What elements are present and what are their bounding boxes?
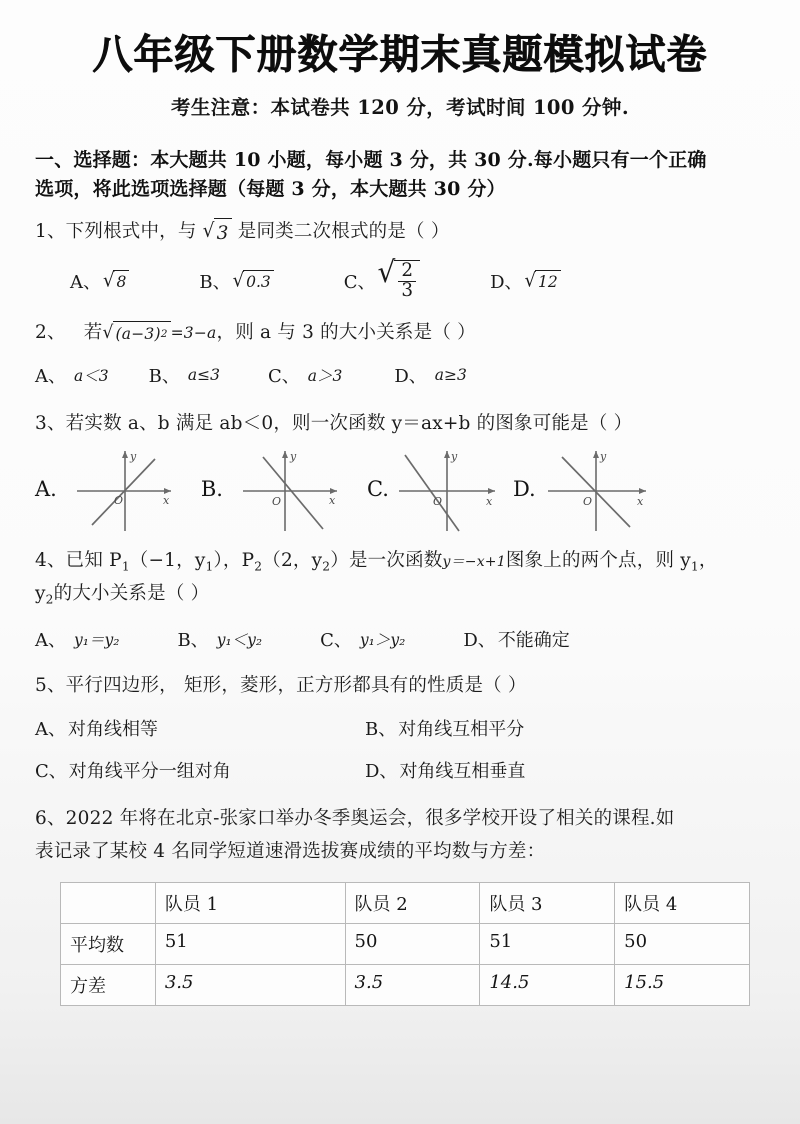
option-3-b[interactable] [201, 443, 355, 535]
option-2-c-label: C、 [267, 365, 300, 387]
mean-player-2: 50 [345, 924, 480, 965]
option-2-b[interactable] [149, 362, 220, 388]
option-5-d[interactable] [365, 757, 525, 783]
option-3-a[interactable] [35, 443, 189, 535]
option-3-a-label: A. [35, 477, 57, 502]
question-5-options-row1 [35, 715, 765, 741]
question-1-stem [35, 218, 765, 248]
option-1-d-radicand: 12 [537, 272, 558, 291]
option-4-c-text: y₁＞y₂ [359, 630, 406, 649]
svg-text:O: O [432, 495, 442, 509]
svg-text:x: x [328, 494, 336, 508]
option-2-d-text: a≥3 [434, 365, 467, 384]
question-4-stem-a: 已知 P [65, 550, 122, 572]
question-4 [35, 545, 765, 611]
option-2-d-label: D、 [394, 365, 427, 387]
question-5 [35, 672, 765, 700]
question-3 [35, 410, 765, 438]
question-4-stem-line2-a: y [35, 583, 46, 605]
mean-player-4: 50 [615, 924, 750, 965]
option-4-c-label: C、 [320, 629, 352, 651]
option-5-d-label: D、 [365, 761, 398, 783]
mean-player-3: 51 [480, 924, 615, 965]
option-3-b-label: B. [200, 477, 223, 502]
option-4-d[interactable] [463, 626, 569, 652]
option-1-c[interactable] [343, 255, 420, 302]
table-header-row [61, 883, 750, 924]
option-1-b-radicand: 0.3 [246, 272, 271, 291]
svg-text:x: x [162, 494, 170, 508]
option-5-c-label: C、 [35, 761, 67, 783]
table-header-player-1: 队员 1 [155, 883, 345, 924]
question-2-options [35, 362, 765, 388]
question-2-stem-pre: 若 [83, 321, 103, 343]
question-2-number: 2、 [35, 321, 66, 343]
question-4-stem-line2-b: 的大小关系是（ ） [53, 583, 210, 605]
option-3-d[interactable] [513, 443, 663, 535]
table-header-player-2: 队员 2 [345, 883, 480, 924]
question-4-stem-g: ， [698, 550, 718, 572]
question-1-options [35, 255, 765, 302]
option-4-d-text: 不能确定 [497, 629, 570, 651]
question-2-radicand-exponent: 2 [160, 327, 168, 340]
option-4-c[interactable] [320, 626, 405, 652]
section-heading-line1: 一、选择题：本大题共 10 小题，每小题 3 分，共 30 分.每小题只有一个正确 [35, 148, 707, 171]
question-2-radical: √ (a−3) 2 [102, 321, 170, 347]
graph-a-positive-slope [59, 443, 189, 535]
question-2-stem-post: ，则 a 与 3 的大小关系是（ ） [216, 321, 476, 343]
option-4-b[interactable] [177, 626, 262, 652]
question-3-graphs [35, 443, 765, 535]
question-5-number: 5、 [35, 674, 66, 696]
option-1-c-numerator: 2 [398, 262, 416, 282]
option-2-d[interactable] [394, 362, 467, 388]
option-2-a-label: A、 [35, 365, 66, 387]
question-4-p1-subscript: 1 [121, 560, 130, 575]
graph-c-negative-slope-negative-intercept [391, 443, 511, 535]
option-3-c[interactable] [367, 443, 511, 535]
option-1-a[interactable] [70, 268, 129, 294]
option-5-a-text: 对角线相等 [68, 719, 158, 741]
question-1-stem-pre: 下列根式中，与 [65, 220, 197, 242]
question-4-y1-subscript: 1 [205, 560, 214, 575]
svg-text:y: y [599, 450, 606, 464]
question-5-options-row2 [35, 757, 765, 783]
table-corner-cell [61, 883, 156, 924]
option-2-a[interactable] [35, 362, 109, 388]
question-1-number: 1、 [35, 220, 66, 242]
table-header-player-3: 队员 3 [480, 883, 615, 924]
question-4-y1b-subscript: 1 [690, 560, 699, 575]
question-4-options [35, 626, 765, 652]
option-1-c-fraction [397, 262, 417, 301]
variance-player-4: 15.5 [615, 965, 750, 1006]
question-4-function: y＝−x+1 [442, 554, 506, 571]
graph-d-negative-slope-through-origin [538, 443, 663, 535]
question-3-stem: 若实数 a、b 满足 ab＜0，则一次函数 y＝ax+b 的图象可能是（ ） [65, 412, 633, 434]
page-title: 八年级下册数学期末真题模拟试卷 [92, 31, 708, 78]
svg-text:O: O [113, 494, 123, 508]
exam-notice: 考生注意：本试卷共 120 分，考试时间 100 分钟. [170, 95, 630, 119]
question-4-stem-b: （−1，y [129, 550, 206, 572]
option-5-d-text: 对角线互相垂直 [399, 761, 526, 783]
option-3-d-label: D. [512, 477, 536, 502]
option-1-a-radicand: 8 [116, 272, 127, 291]
option-5-c[interactable] [35, 757, 365, 783]
question-6-stem-line1: 2022 年将在北京-张家口举办冬季奥运会，很多学校开设了相关的课程.如 [65, 808, 675, 830]
svg-text:O: O [582, 495, 592, 509]
option-4-a-text: y₁＝y₂ [74, 630, 120, 649]
option-5-b[interactable] [365, 715, 524, 741]
option-4-a-label: A、 [35, 629, 66, 651]
svg-text:x: x [485, 495, 493, 509]
svg-text:y: y [129, 450, 137, 464]
variance-player-1: 3.5 [155, 965, 345, 1006]
question-2-radicand: (a−3) [115, 325, 161, 344]
option-1-b[interactable] [199, 268, 273, 294]
option-1-c-radical: √ $\frac{2}{3}$ [378, 260, 421, 301]
question-6-stem-line2: 表记录了某校 4 名同学短道速滑选拔赛成绩的平均数与方差： [35, 840, 546, 862]
question-4-stem-c: ），P [213, 550, 255, 572]
option-4-a[interactable] [35, 626, 119, 652]
svg-text:y: y [289, 450, 297, 464]
option-1-d[interactable] [490, 268, 561, 294]
option-5-a-label: A、 [35, 719, 66, 741]
option-2-b-text: a≤3 [187, 365, 220, 384]
variance-player-2: 3.5 [345, 965, 480, 1006]
question-4-stem-e: ）是一次函数 [330, 550, 443, 572]
mean-player-1: 51 [155, 924, 345, 965]
table-header-player-4: 队员 4 [615, 883, 750, 924]
option-5-b-text: 对角线互相平分 [398, 719, 525, 741]
question-4-y2b-subscript: 2 [45, 593, 54, 608]
option-1-a-radical: √ 8 [103, 270, 129, 291]
option-5-b-label: B、 [365, 719, 397, 741]
question-1 [35, 218, 765, 248]
option-3-c-label: C. [366, 477, 389, 502]
question-6-number: 6、 [35, 808, 66, 830]
option-1-b-label: B、 [199, 271, 231, 293]
option-5-a[interactable] [35, 715, 365, 741]
question-4-stem-d: （2，y [262, 550, 323, 572]
option-1-c-label: C、 [343, 271, 376, 293]
option-1-c-denominator: 3 [401, 280, 414, 302]
option-5-c-text: 对角线平分一组对角 [68, 761, 231, 783]
question-6 [35, 803, 765, 868]
svg-text:x: x [636, 495, 643, 509]
option-2-b-label: B、 [148, 365, 180, 387]
table-row-label-mean: 平均数 [61, 924, 156, 965]
option-2-c-text: a＞3 [307, 366, 343, 385]
question-4-y2-subscript: 2 [322, 560, 331, 575]
option-1-d-radical: √ 12 [525, 270, 561, 291]
question-1-radical: √ 3 [203, 218, 232, 248]
option-1-b-radical: √ 0.3 [233, 270, 274, 291]
section-heading-line2: 选项，将此选项选择题（每题 3 分，本大题共 30 分） [35, 178, 506, 201]
option-1-a-label: A、 [70, 271, 101, 293]
table-row-label-variance: 方差 [61, 965, 156, 1006]
variance-player-3: 14.5 [480, 965, 615, 1006]
option-4-b-text: y₁＜y₂ [216, 630, 263, 649]
svg-text:O: O [271, 495, 281, 509]
question-4-p2-subscript: 2 [254, 560, 263, 575]
question-1-radicand: 3 [216, 222, 229, 244]
option-1-d-label: D、 [490, 271, 523, 293]
svg-text:y: y [450, 450, 458, 464]
question-4-stem-f: 图象上的两个点，则 y [505, 550, 691, 572]
option-2-c[interactable] [268, 362, 342, 388]
question-3-number: 3、 [35, 412, 66, 434]
option-4-d-label: D、 [463, 629, 496, 651]
question-5-stem: 平行四边形， 矩形，菱形，正方形都具有的性质是（ ） [65, 674, 527, 696]
table-row [61, 965, 750, 1006]
section-heading [35, 146, 765, 205]
statistics-table [60, 882, 750, 1006]
graph-b-negative-slope-positive-intercept [225, 443, 355, 535]
option-4-b-label: B、 [177, 629, 209, 651]
option-2-a-text: a＜3 [74, 366, 109, 385]
question-2-equation: =3−a [170, 323, 217, 342]
question-1-stem-post: 是同类二次根式的是（ ） [237, 220, 450, 242]
question-4-number: 4、 [35, 550, 66, 572]
statistics-table-wrapper [35, 882, 765, 1006]
table-row [61, 924, 750, 965]
question-2 [35, 319, 765, 347]
